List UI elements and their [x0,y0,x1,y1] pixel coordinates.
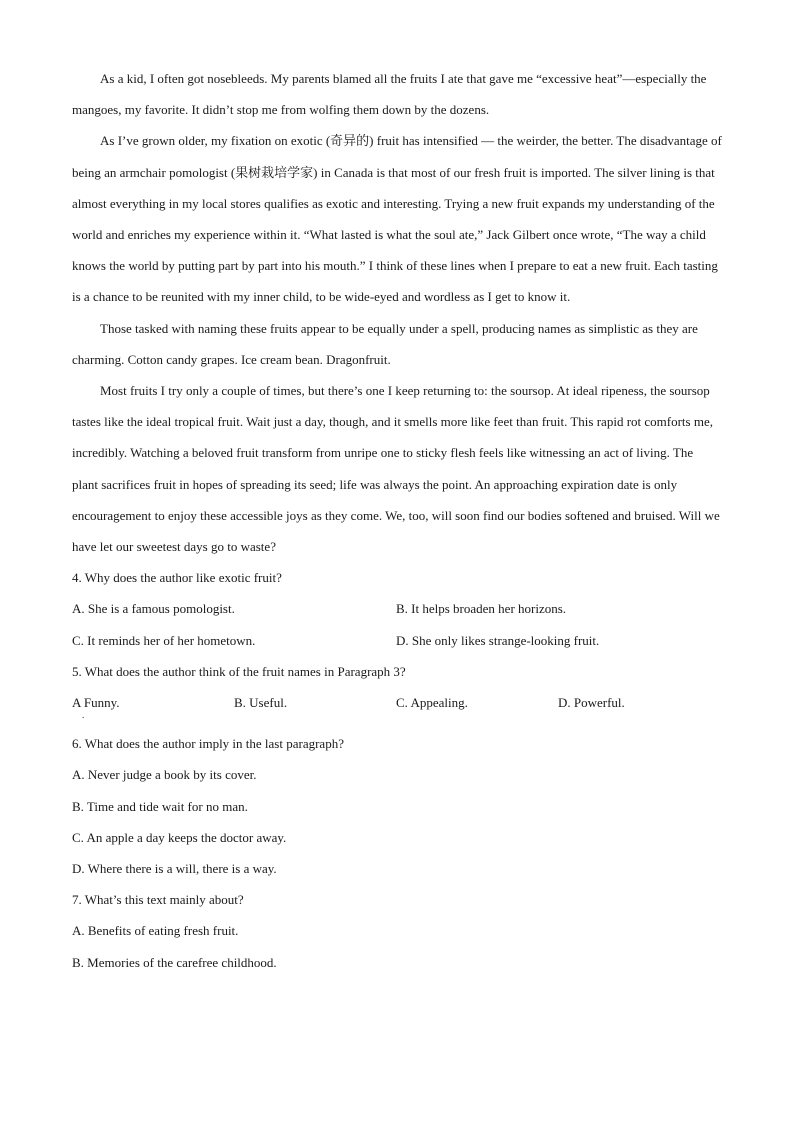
option-b[interactable]: B. It helps broaden her horizons. [396,601,567,617]
question-stem: 7. What’s this text mainly about? [72,892,244,908]
question-4 [72,562,722,656]
stray-mark: . [82,710,85,720]
question-5 [72,656,722,728]
question-6 [72,728,722,884]
option-c[interactable]: C. It reminds her of her hometown. [72,632,256,648]
option-d[interactable]: D. Powerful. [558,695,625,710]
option-c[interactable]: C. Appealing. [396,695,468,710]
passage-paragraph-1: As a kid, I often got nosebleeds. My parents blamed all the fruits I ate that gave me “excessive heat”—especially the mangoes, my favorite. It didn’t stop me from wolfing them down by the dozens. [72,71,707,118]
option-a[interactable]: A. Benefits of eating fresh fruit. [72,923,239,939]
question-stem: 4. Why does the author like exotic fruit? [72,570,282,586]
passage-paragraph-2: As I’ve grown older, my fixation on exotic (奇异的) fruit has intensified — the weirder, the better. The disadvantage of being an armchair pomologist (果树栽培学家) in Canada is that most of our fresh fruit is imported. The silver lining is that almost everything in my local stores qualifies as exotic and interesting. Trying a new fruit expands my understanding of the world and enriches my experience within it. “What lasted is what the soul ate,” Jack Gilbert once wrote, “The way a child knows the world by putting part by part into his mouth.” I think of these lines when I prepare to eat a new fruit. Each tasting is a chance to be reunited with my inner child, to be wide-eyed and wordless as I get to know it. [72,133,722,305]
option-d[interactable]: D. Where there is a will, there is a way. [72,860,277,876]
passage-paragraph-4: Most fruits I try only a couple of times, but there’s one I keep returning to: the soursop. At ideal ripeness, the soursop tastes like the ideal tropical fruit. Wait just a day, though, and it smells more like feet than fruit. This rapid rot comforts me, incredibly. Watching a beloved fruit transform from unripe one to sticky flesh feels like witnessing an act of living. The plant sacrifices fruit in hopes of spreading its seed; life was always the point. An approaching expiration date is only encouragement to enjoy these accessible joys as they come. We, too, will soon find our bodies softened and bruised. Will we have let our sweetest days go to waste? [72,383,720,555]
option-a[interactable]: A Funny. [72,695,120,710]
exam-page [72,63,722,978]
option-b[interactable]: B. Useful. [234,695,288,710]
option-a[interactable]: A. She is a famous pomologist. [72,601,235,617]
option-row [72,687,722,718]
option-b[interactable]: B. Time and tide wait for no man. [72,798,248,814]
question-7 [72,884,722,978]
option-b[interactable]: B. Memories of the carefree childhood. [72,954,277,970]
question-stem: 5. What does the author think of the fruit names in Paragraph 3? [72,663,406,679]
passage-paragraph-3: Those tasked with naming these fruits appear to be equally under a spell, producing names as simplistic as they are charming. Cotton candy grapes. Ice cream bean. Dragonfruit. [72,320,698,367]
question-stem: 6. What does the author imply in the last paragraph? [72,736,344,752]
option-row [72,593,722,624]
spacer [72,718,722,728]
option-a[interactable]: A. Never judge a book by its cover. [72,767,257,783]
option-row [72,625,722,656]
option-d[interactable]: D. She only likes strange-looking fruit. [396,632,600,648]
option-c[interactable]: C. An apple a day keeps the doctor away. [72,829,287,845]
